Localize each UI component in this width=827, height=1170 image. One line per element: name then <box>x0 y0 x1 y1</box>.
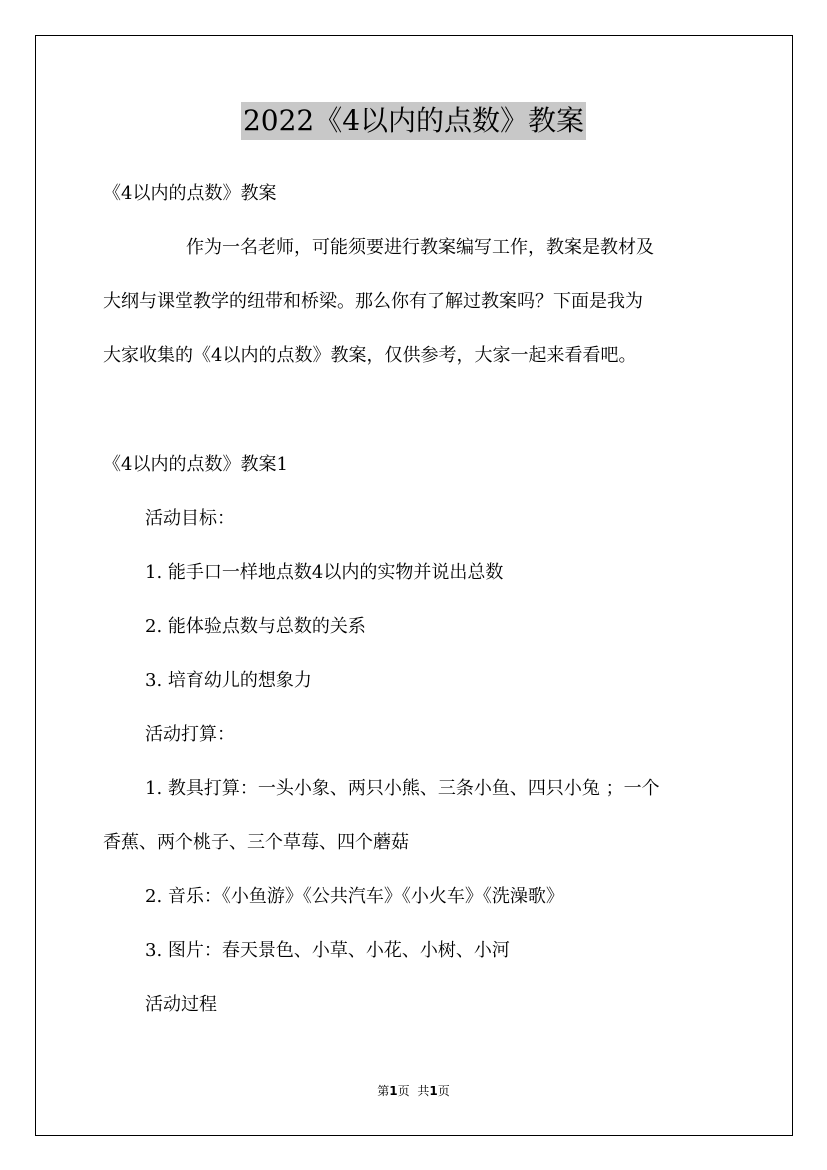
goals-heading: 活动目标： <box>145 508 235 529</box>
footer-page-prefix: 第 <box>377 1084 390 1098</box>
footer-total-number: 1 <box>429 1084 438 1098</box>
intro-line-1: 作为一名老师，可能须要进行教案编写工作，教案是教材及 <box>186 237 654 258</box>
document-title: 2022《4以内的点数》教案 <box>241 102 586 140</box>
footer-page-suffix: 页 <box>397 1084 410 1098</box>
prep-item-3: 3. 图片：春天景色、小草、小花、小树、小河 <box>145 940 510 961</box>
document-subtitle: 《4以内的点数》教案 <box>103 183 277 204</box>
prep-item-1: 1. 教具打算：一头小象、两只小熊、三条小鱼、四只小兔 ；一个 <box>145 778 660 799</box>
goal-item-1: 1. 能手口一样地点数4以内的实物并说出总数 <box>145 562 504 583</box>
prep-heading: 活动打算： <box>145 724 235 745</box>
footer-page-number: 1 <box>389 1084 398 1098</box>
process-heading: 活动过程 <box>145 994 217 1015</box>
goal-item-3: 3. 培育幼儿的想象力 <box>145 670 312 691</box>
intro-line-3: 大家收集的《4以内的点数》教案，仅供参考，大家一起来看看吧。 <box>103 345 637 366</box>
title-container <box>0 102 827 140</box>
prep-item-2: 2. 音乐：《小鱼游》《公共汽车》《小火车》《洗澡歌》 <box>145 886 564 907</box>
prep-item-1-cont: 香蕉、两个桃子、三个草莓、四个蘑菇 <box>103 832 409 853</box>
footer-total-suffix: 页 <box>437 1084 450 1098</box>
section-heading: 《4以内的点数》教案1 <box>103 454 288 475</box>
intro-line-2: 大纲与课堂教学的纽带和桥梁。那么你有了解过教案吗？下面是我为 <box>103 291 643 312</box>
footer-total-prefix: 共 <box>417 1084 430 1098</box>
goal-item-2: 2. 能体验点数与总数的关系 <box>145 616 366 637</box>
page-footer <box>0 1083 827 1099</box>
